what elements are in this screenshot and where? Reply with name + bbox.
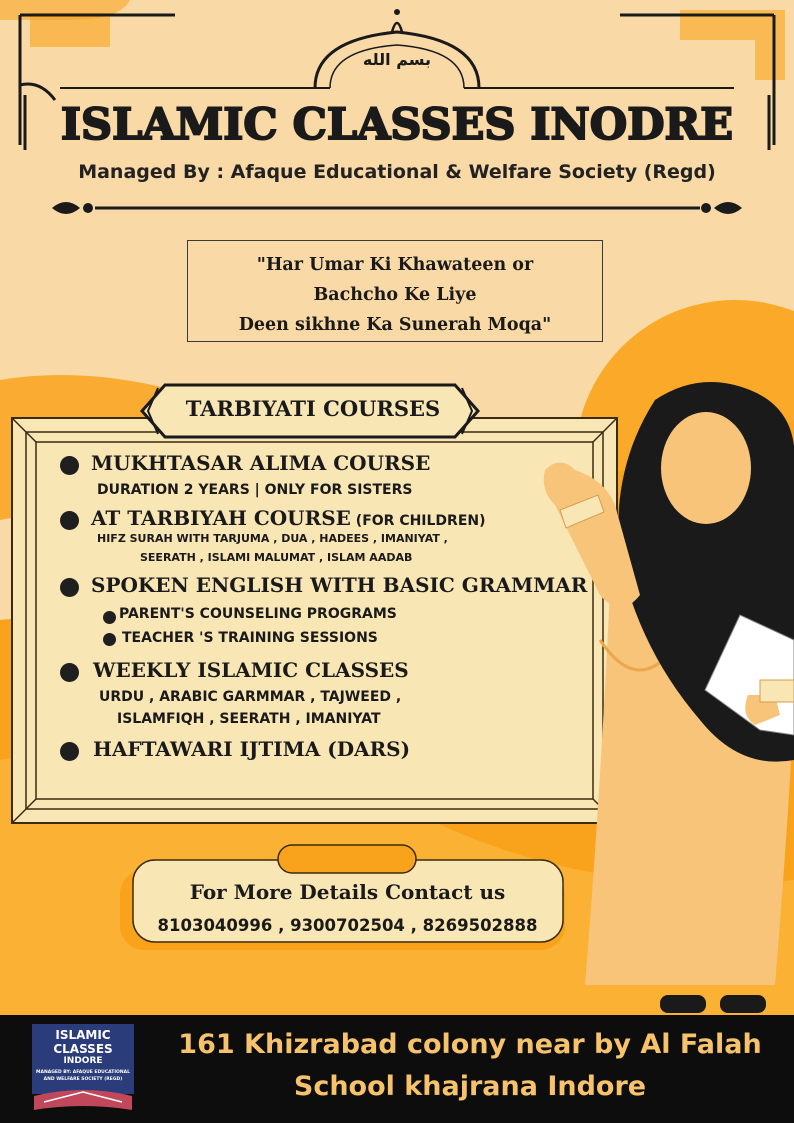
course-3-title: SPOKEN ENGLISH WITH BASIC GRAMMAR xyxy=(91,573,588,597)
bullet-icon xyxy=(103,611,116,624)
logo-text-small-2: AND WELFARE SOCIETY (REGD) xyxy=(43,1077,123,1082)
page-title: ISLAMIC CLASSES INODRE xyxy=(60,100,734,150)
quote-line-1: "Har Umar Ki Khawateen or xyxy=(256,255,534,275)
course-2-title xyxy=(91,506,486,530)
bullet-icon xyxy=(60,578,79,597)
contact-phone-numbers[interactable]: 8103040996 , 9300702504 , 8269502888 xyxy=(157,916,538,935)
logo-text-small-1: MANAGED BY: AFAQUE EDUCATIONAL xyxy=(36,1070,130,1075)
course-1-title: MUKHTASAR ALIMA COURSE xyxy=(91,451,431,475)
logo-text-line-2: CLASSES xyxy=(53,1042,113,1056)
logo-text-line-3: INDORE xyxy=(63,1056,103,1066)
course-4-details-line-2: ISLAMFIQH , SEERATH , IMANIYAT xyxy=(117,711,381,727)
calligraphy-bismillah: بسم الله xyxy=(362,50,432,69)
bullet-icon xyxy=(60,511,79,530)
bullet-icon xyxy=(60,663,79,682)
courses-heading: TARBIYATI COURSES xyxy=(185,396,441,421)
course-1-details: DURATION 2 YEARS | ONLY FOR SISTERS xyxy=(97,482,413,498)
contact-heading: For More Details Contact us xyxy=(189,880,506,904)
course-4-title: WEEKLY ISLAMIC CLASSES xyxy=(93,658,409,682)
course-2-title-suffix: (FOR CHILDREN) xyxy=(350,513,486,529)
logo-text-line-1: ISLAMIC xyxy=(55,1028,111,1042)
course-5-title: HAFTAWARI IJTIMA (DARS) xyxy=(93,737,411,761)
course-3-details-line-2: TEACHER 'S TRAINING SESSIONS xyxy=(122,630,378,646)
course-4-details-line-1: URDU , ARABIC GARMMAR , TAJWEED , xyxy=(99,689,402,705)
course-2-details-line-1: HIFZ SURAH WITH TARJUMA , DUA , HADEES , IMANIYAT , xyxy=(97,532,448,545)
managed-by-text: Managed By : Afaque Educational & Welfare Society (Regd) xyxy=(78,161,716,183)
quote-line-3: Deen sikhne Ka Sunerah Moqa" xyxy=(238,315,552,335)
address-line-1: 161 Khizrabad colony near by Al Falah xyxy=(178,1029,762,1060)
organization-logo xyxy=(24,1022,142,1116)
course-2-details-line-2: SEERATH , ISLAMI MALUMAT , ISLAM AADAB xyxy=(140,551,413,564)
address-line-2: School khajrana Indore xyxy=(293,1071,647,1102)
bullet-icon xyxy=(60,456,79,475)
bullet-icon xyxy=(60,742,79,761)
bullet-icon xyxy=(103,633,116,646)
course-2-title-text: AT TARBIYAH COURSE xyxy=(91,506,351,530)
course-3-details-line-1: PARENT'S COUNSELING PROGRAMS xyxy=(119,606,397,622)
quote-line-2: Bachcho Ke Liye xyxy=(313,285,477,305)
